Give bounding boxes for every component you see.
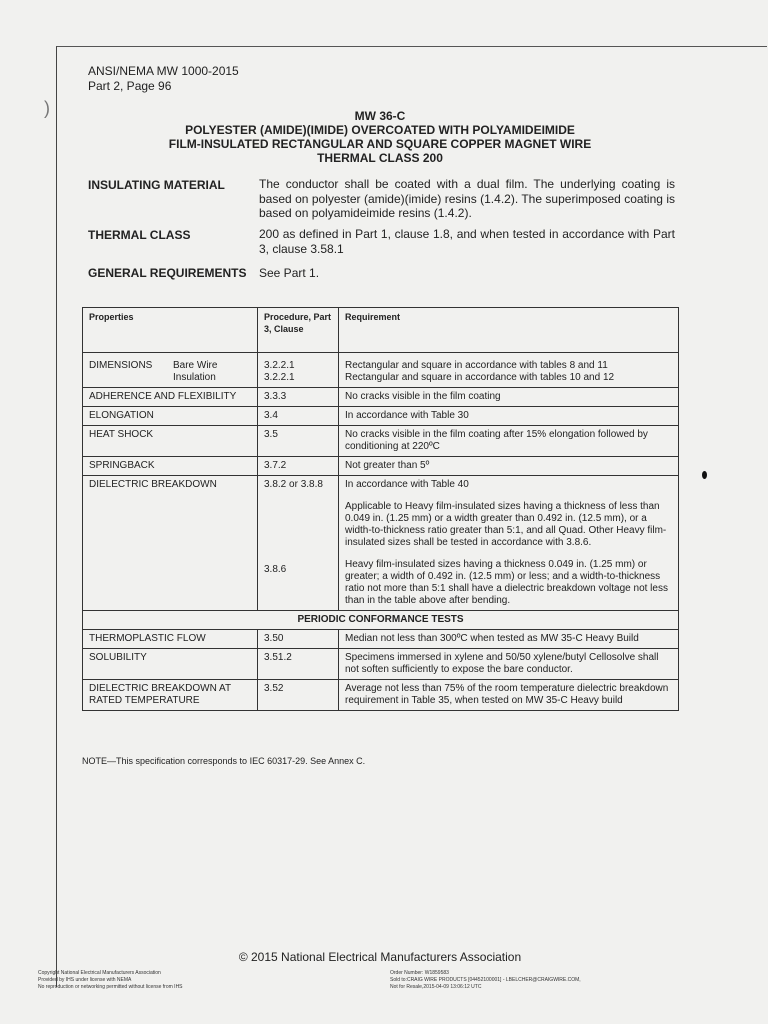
title-code: MW 36-C [354,109,406,123]
table-row-elongation [83,407,679,426]
table-row-dimensions [83,353,679,388]
requirements-table [82,307,679,711]
header-requirement: Requirement [339,308,679,353]
solubility-label: SOLUBILITY [83,649,258,680]
dimensions-proc-2: 3.2.2.1 [264,372,295,383]
dielectric-label: DIELECTRIC BREAKDOWN [83,476,258,611]
copyright-line: © 2015 National Electrical Manufacturers Association [238,950,522,964]
table-row-heat-shock [83,426,679,457]
dielectric-rated-req: Average not less than 75% of the room temperature dielectric breakdown requirement in Table 35, when tested on MW 35-C Heavy build [339,680,679,711]
table-header-row [83,308,679,353]
footer-right-line-3: Not for Resale,2015-04-09 13:06:12 UTC [390,984,482,990]
title-line-3: FILM-INSULATED RECTANGULAR AND SQUARE COPPER MAGNET WIRE [168,137,592,151]
footer-left-line-2: Provided by IHS under license with NEMA [38,977,132,983]
dimensions-req-2: Rectangular and square in accordance with tables 10 and 12 [345,372,615,383]
table-row-springback [83,457,679,476]
table-row-thermoplastic [83,630,679,649]
document-title [80,109,680,165]
dielectric-proc-1: 3.8.2 or 3.8.8 [264,479,323,490]
periodic-section-title: PERIODIC CONFORMANCE TESTS [83,611,679,630]
insulating-material-text: The conductor shall be coated with a dual film. The underlying coating is based on polyester (amide)(imide) resins (1.4.2). The superimposed coating is based on polyamideimide resins (1.4.2). [259,177,675,220]
solubility-req: Specimens immersed in xylene and 50/50 xylene/butyl Cellosolve shall not soften sufficiently to expose the bare conductor. [339,649,679,680]
title-line-2: POLYESTER (AMIDE)(IMIDE) OVERCOATED WITH POLYAMIDEIMIDE [185,123,575,137]
bare-wire-label: Bare Wire [173,360,218,371]
page-number: Part 2, Page 96 [88,79,172,93]
table-row-dielectric [83,476,679,611]
header-procedure: Procedure, Part 3, Clause [258,308,339,353]
footer-right-line-1: Order Number: W1859583 [390,970,449,976]
table-row-adherence [83,388,679,407]
heat-shock-proc: 3.5 [258,426,339,457]
standard-id: ANSI/NEMA MW 1000-2015 [88,64,239,78]
periodic-section-row [83,611,679,630]
thermal-class-text: 200 as defined in Part 1, clause 1.8, and when tested in accordance with Part 3, clause 3.58.1 [259,227,675,256]
adherence-req: No cracks visible in the film coating [339,388,679,407]
footer-license-info [38,970,183,991]
elongation-req: In accordance with Table 30 [339,407,679,426]
thermoplastic-req: Median not less than 300ºC when tested as MW 35-C Heavy Build [339,630,679,649]
table-row-solubility [83,649,679,680]
scan-mark: ) [44,98,50,118]
springback-proc: 3.7.2 [258,457,339,476]
dimensions-label: DIMENSIONS [89,360,153,371]
scan-dot [702,471,707,479]
dimensions-req-1: Rectangular and square in accordance with tables 8 and 11 [345,360,608,371]
table-row-dielectric-rated [83,680,679,711]
footer-left-line-1: Copyright National Electrical Manufacturers Association [38,970,161,976]
dielectric-req-1: In accordance with Table 40 [345,479,469,490]
elongation-label: ELONGATION [83,407,258,426]
elongation-proc: 3.4 [258,407,339,426]
insulating-material-label: INSULATING MATERIAL [88,178,225,192]
heat-shock-req: No cracks visible in the film coating after 15% elongation followed by conditioning at 220ºC [339,426,679,457]
springback-label: SPRINGBACK [83,457,258,476]
dielectric-rated-proc: 3.52 [258,680,339,711]
footer-right-line-2: Sold to:CRAIG WIRE PRODUCTS [04452100001] - LBELCHER@CRAIGWIRE.COM, [390,977,581,983]
thermoplastic-label: THERMOPLASTIC FLOW [83,630,258,649]
document-header [88,64,239,94]
header-properties: Properties [83,308,258,353]
general-requirements-label: GENERAL REQUIREMENTS [88,266,247,280]
dielectric-req-3: Heavy film-insulated sizes having a thickness 0.049 in. (1.25 mm) or greater; a width of 0.492 in. (12.5 mm) or less; and a width-to-thickness ratio not more than 5:1 shall have a dielectric breakdown voltage not less than in the table above after bending. [345,559,668,606]
thermoplastic-proc: 3.50 [258,630,339,649]
title-line-4: THERMAL CLASS 200 [317,151,443,165]
insulation-label: Insulation [173,372,216,383]
heat-shock-label: HEAT SHOCK [83,426,258,457]
footer-left-line-3: No reproduction or networking permitted without license from IHS [38,984,183,990]
dielectric-rated-label: DIELECTRIC BREAKDOWN AT RATED TEMPERATURE [83,680,258,711]
dielectric-req-2: Applicable to Heavy film-insulated sizes having a thickness of less than 0.049 in. (1.25 mm) or a width greater than 0.492 in. (12.5 mm), or a width-to-thickness ratio greater than 5:1, and all Quad. Other Heavy film-insulated sizes shall be tested in accordance with 3.8.6. [345,501,667,548]
dimensions-proc-1: 3.2.2.1 [264,360,295,371]
adherence-label: ADHERENCE AND FLEXIBILITY [83,388,258,407]
solubility-proc: 3.51.2 [258,649,339,680]
dielectric-proc-2: 3.8.6 [264,564,287,575]
springback-req: Not greater than 5º [339,457,679,476]
adherence-proc: 3.3.3 [258,388,339,407]
footer-order-info [390,970,581,991]
general-requirements-text: See Part 1. [259,266,320,280]
table-note: NOTE—This specification corresponds to IEC 60317-29. See Annex C. [82,756,366,766]
thermal-class-label: THERMAL CLASS [88,228,191,242]
